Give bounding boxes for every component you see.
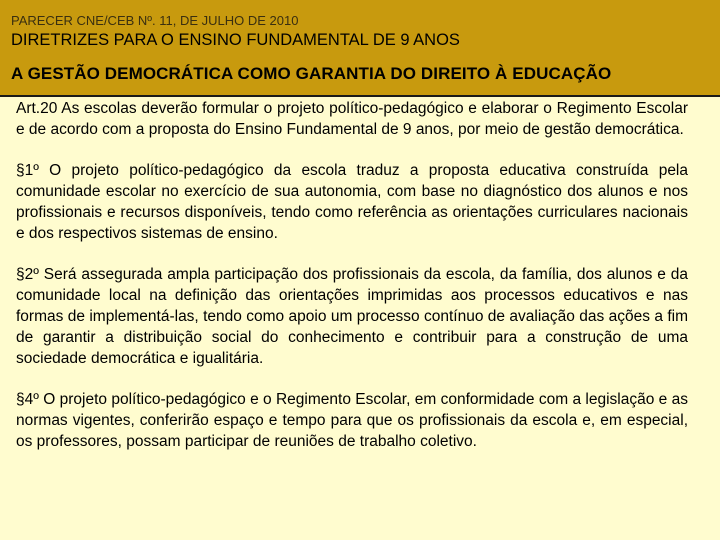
slide-body <box>16 98 688 472</box>
slide-header <box>0 0 720 97</box>
paragraph-art-20: Art.20 As escolas deverão formular o projeto político-pedagógico e elaborar o Regimento Escolar e de acordo com a proposta do Ensino Fundamental de 9 anos, por meio de gestão democrática. <box>16 100 688 138</box>
paragraph-section-4: §4º O projeto político-pedagógico e o Regimento Escolar, em conformidade com a legislação e as normas vigentes, conferirão espaço e tempo para que os profissionais da escola e, em especial, os professores, possam participar de reuniões de trabalho coletivo. <box>16 391 688 450</box>
slide-title: A GESTÃO DEMOCRÁTICA COMO GARANTIA DO DIREITO À EDUCAÇÃO <box>11 64 612 83</box>
slide-subtitle: DIRETRIZES PARA O ENSINO FUNDAMENTAL DE 9 ANOS <box>11 31 460 49</box>
paragraph-section-2: §2º Será assegurada ampla participação dos profissionais da escola, da família, dos alunos e da comunidade local na definição das orientações imprimidas aos processos educativos e nas formas de implementá-las, tendo como apoio um processo contínuo de avaliação das ações a fim de garantir a distribuição social do conhecimento e contribuir para a construção de uma sociedade democrática e igualitária. <box>16 266 688 367</box>
paragraph-section-1: §1º O projeto político-pedagógico da escola traduz a proposta educativa construída pela comunidade escolar no exercício de sua autonomia, com base no diagnóstico dos alunos e nos profissionais e recursos disponíveis, tendo como referência as orientações curriculares nacionais e dos respectivos sistemas de ensino. <box>16 162 688 242</box>
document-reference: PARECER CNE/CEB Nº. 11, DE JULHO DE 2010 <box>11 13 299 28</box>
